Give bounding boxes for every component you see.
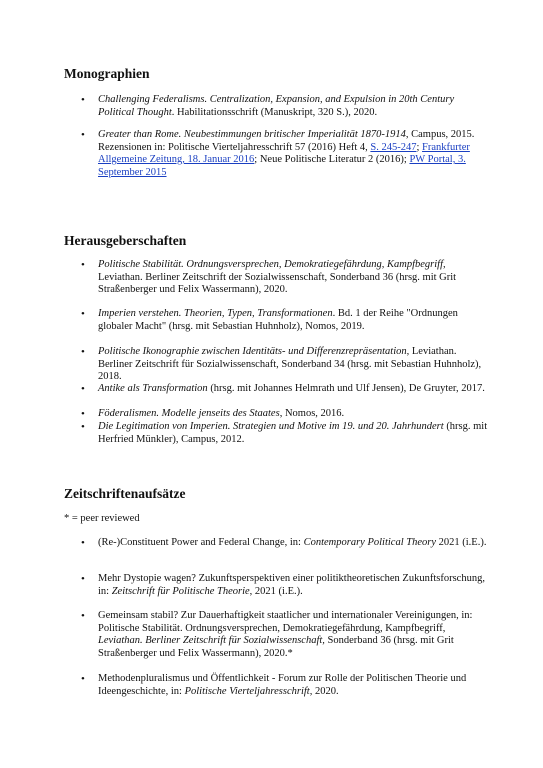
item-details: , Campus, 2015. <box>405 129 475 140</box>
journal-name: Leviathan. Berliner Zeitschrift für Sozialwissenschaft, <box>98 635 325 646</box>
review-link-pvs[interactable]: S. 245-247 <box>370 141 417 153</box>
item-details: . Habilitationsschrift (Manuskript, 320 S.), 2020. <box>171 106 378 118</box>
journal-name: Zeitschrift für Politische Theorie <box>111 585 250 597</box>
item-title: Imperien verstehen. Theorien, Typen, Transformationen <box>98 308 333 319</box>
item-details: . Bd. 1 der Reihe "Ordnungen globaler Macht" (hrsg. mit Sebastian Huhnholz), Nomos, 2019. <box>98 308 458 332</box>
journal-name: Politische Vierteljahresschrift, <box>184 685 313 697</box>
list-item <box>98 94 488 119</box>
item-title: Politische Stabilität. Ordnungsversprechen, Demokratiegefährdung, Kampfbegriff, <box>98 259 446 270</box>
item-title: Antike als Transformation <box>98 383 208 394</box>
article-details: , 2021 (i.E.). <box>249 585 303 597</box>
list-item <box>98 610 488 660</box>
item-details: (hrsg. mit Herfried Münkler), Campus, 2012. <box>98 421 488 445</box>
list-item <box>98 573 488 598</box>
review-link-pw-portal[interactable]: PW Portal, 3. September 2015 <box>98 154 466 178</box>
list-item <box>98 421 488 446</box>
article-details: Sonderband 36 (hrsg. mit Grit Straßenberger und Felix Wassermann), 2020.* <box>98 635 454 659</box>
article-title: Gemeinsam stabil? Zur Dauerhaftigkeit staatlicher und internationaler Vereinigungen, in: Politische Stabilität. Ordnungsversprechen, Demokratiegefährdung, Kampfbegriff, <box>98 610 473 634</box>
section-heading-monographien: Monographien <box>64 66 150 81</box>
item-title: Challenging Federalisms. Centralization, Expansion, and Expulsion in 20th Century Political Thought <box>98 94 455 118</box>
article-details: 2021 (i.E.). <box>436 537 487 548</box>
review-separator: ; <box>416 141 423 153</box>
item-title: Politische Ikonographie zwischen Identitäts- und Differenzrepräsentation, <box>98 346 410 357</box>
item-details: , Nomos, 2016. <box>279 408 345 419</box>
peer-review-note: * = peer reviewed <box>64 513 140 524</box>
item-details: (hrsg. mit Johannes Helmrath und Ulf Jensen), De Gruyter, 2017. <box>207 383 485 394</box>
review-middle: ; Neue Politische Literatur 2 (2016); <box>254 154 410 165</box>
item-title: Greater than Rome. Neubestimmungen britischer Imperialität 1870-1914 <box>98 129 406 140</box>
list-item <box>98 408 488 421</box>
article-title: Methodenpluralismus und Öffentlichkeit - Forum zur Rolle der Politischen Theorie und Ideengeschichte, in: <box>98 673 467 697</box>
list-item <box>98 537 488 550</box>
section-heading-herausgeberschaften: Herausgeberschaften <box>64 233 187 248</box>
review-link-faz[interactable]: Frankfurter Allgemeine Zeitung, 18. Januar 2016 <box>98 141 470 165</box>
list-item <box>98 673 488 698</box>
item-title: Die Legitimation von Imperien. Strategien und Motive im 19. und 20. Jahrhundert <box>98 421 444 432</box>
review-prefix: Rezensionen in: Politische Vierteljahresschrift 57 (2016) Heft 4, <box>98 141 371 153</box>
article-title: Mehr Dystopie wagen? Zukunftsperspektiven einer politiktheoretischen Zukunftsforschung, in: <box>98 573 485 597</box>
section-heading-zeitschriftenaufsaetze: Zeitschriftenaufsätze <box>64 486 186 501</box>
item-details: Leviathan. Berliner Zeitschrift der Sozialwissenschaft, Sonderband 36 (hrsg. mit Grit Straßenberger und Felix Wassermann), 2020. <box>98 271 457 295</box>
item-details: Leviathan. Berliner Zeitschrift für Sozialwissenschaft, Sonderband 34 (hrsg. mit Sebastian Huhnholz), 2018. <box>98 346 482 382</box>
list-item <box>98 383 488 396</box>
item-title: Föderalismen. Modelle jenseits des Staates <box>98 408 280 419</box>
article-details: 2020. <box>312 685 339 697</box>
journal-name: Contemporary Political Theory <box>303 537 436 548</box>
list-item <box>98 129 488 179</box>
article-title: (Re-)Constituent Power and Federal Change, in: <box>98 537 304 548</box>
list-item <box>98 259 488 297</box>
list-item <box>98 308 488 333</box>
list-item <box>98 346 488 384</box>
